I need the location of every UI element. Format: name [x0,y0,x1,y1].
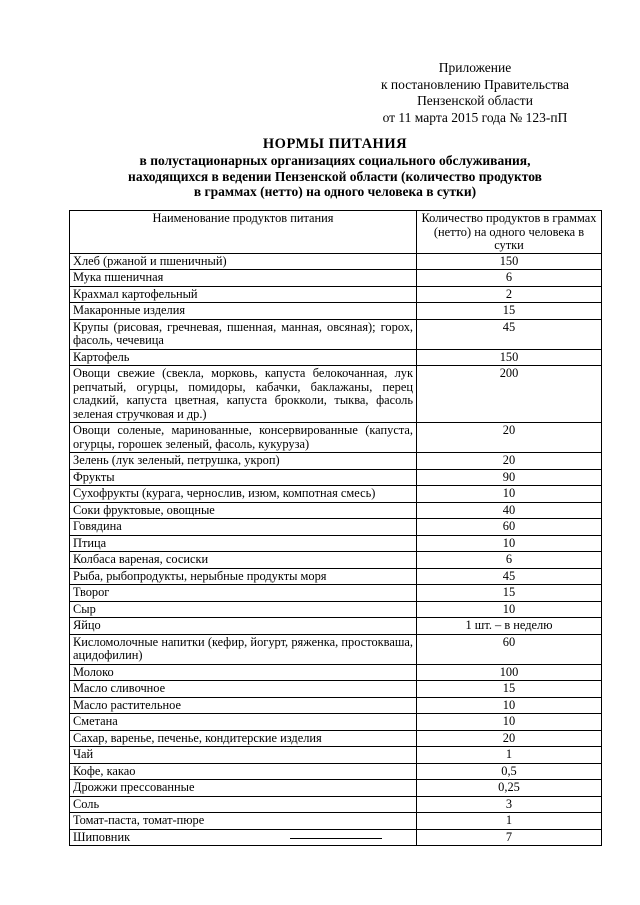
quantity-cell: 1 [417,747,602,764]
quantity-cell: 90 [417,469,602,486]
product-name-cell: Колбаса вареная, сосиски [70,552,417,569]
title-line-1: в полустационарных организациях социального обслуживания, [139,153,531,168]
product-name-cell: Сметана [70,714,417,731]
product-name-cell: Птица [70,535,417,552]
quantity-cell: 150 [417,349,602,366]
table-row [70,535,602,552]
quantity-cell: 40 [417,502,602,519]
header-quantity: Количество продуктов в граммах (нетто) на одного человека в сутки [417,211,602,254]
table-header-row [70,211,602,254]
quantity-cell: 3 [417,796,602,813]
title-line-3: в граммах (нетто) на одного человека в сутки) [193,184,477,199]
quantity-cell: 100 [417,664,602,681]
end-divider [290,838,382,839]
table-row [70,253,602,270]
quantity-cell: 10 [417,535,602,552]
product-name-cell: Соки фруктовые, овощные [70,502,417,519]
quantity-cell: 15 [417,303,602,320]
product-name-cell: Зелень (лук зеленый, петрушка, укроп) [70,453,417,470]
quantity-cell: 45 [417,568,602,585]
table-row [70,634,602,664]
nutrition-norms-table [69,210,602,846]
product-name-cell: Масло растительное [70,697,417,714]
appendix-date: от 11 марта 2015 года № 123-пП [382,109,568,125]
table-row [70,681,602,698]
quantity-cell: 10 [417,714,602,731]
quantity-cell: 150 [417,253,602,270]
appendix-block [350,60,600,126]
quantity-cell: 10 [417,697,602,714]
quantity-cell: 10 [417,601,602,618]
appendix-decree: к постановлению Правительства [380,76,570,92]
table-row [70,519,602,536]
product-name-cell: Макаронные изделия [70,303,417,320]
product-name-cell: Молоко [70,664,417,681]
table-row [70,349,602,366]
product-name-cell: Картофель [70,349,417,366]
product-name-cell: Чай [70,747,417,764]
quantity-cell: 20 [417,423,602,453]
table-row [70,502,602,519]
table-row [70,763,602,780]
table-body [70,253,602,846]
quantity-cell: 7 [417,829,602,846]
product-name-cell: Рыба, рыбопродукты, нерыбные продукты моря [70,568,417,585]
appendix-label: Приложение [438,60,512,75]
quantity-cell: 15 [417,681,602,698]
quantity-cell: 2 [417,286,602,303]
table-row [70,813,602,830]
table-row [70,366,602,423]
title-line-2: находящихся в ведении Пензенской области (количество продуктов [128,168,542,184]
product-name-cell: Дрожжи прессованные [70,780,417,797]
product-name-cell: Крахмал картофельный [70,286,417,303]
product-name-cell: Масло сливочное [70,681,417,698]
product-name-cell: Сахар, варенье, печенье, кондитерские изделия [70,730,417,747]
quantity-cell: 0,5 [417,763,602,780]
table-row [70,270,602,287]
table-row [70,796,602,813]
table-row [70,664,602,681]
product-name-cell: Кофе, какао [70,763,417,780]
quantity-cell: 20 [417,730,602,747]
quantity-cell: 45 [417,319,602,349]
table-row [70,453,602,470]
quantity-cell: 1 [417,813,602,830]
table-row [70,486,602,503]
table-row [70,730,602,747]
table-row [70,552,602,569]
quantity-cell: 10 [417,486,602,503]
table-row [70,469,602,486]
table-row [70,780,602,797]
document-title [70,136,600,200]
product-name-cell: Кисломолочные напитки (кефир, йогурт, ряженка, простокваша, ацидофилин) [70,634,417,664]
product-name-cell: Сухофрукты (курага, чернослив, изюм, компотная смесь) [70,486,417,503]
table-row [70,286,602,303]
table-row [70,714,602,731]
quantity-cell: 0,25 [417,780,602,797]
quantity-cell: 6 [417,552,602,569]
table-row [70,697,602,714]
table-row [70,319,602,349]
product-name-cell: Хлеб (ржаной и пшеничный) [70,253,417,270]
product-name-cell: Сыр [70,601,417,618]
table-row [70,568,602,585]
product-name-cell: Шиповник [70,829,417,846]
table-row [70,585,602,602]
product-name-cell: Говядина [70,519,417,536]
quantity-cell: 6 [417,270,602,287]
quantity-cell: 60 [417,634,602,664]
table-row [70,423,602,453]
product-name-cell: Мука пшеничная [70,270,417,287]
quantity-cell: 200 [417,366,602,423]
product-name-cell: Соль [70,796,417,813]
table-row [70,747,602,764]
quantity-cell: 1 шт. – в неделю [417,618,602,635]
title-main: НОРМЫ ПИТАНИЯ [262,136,408,152]
table-row [70,601,602,618]
product-name-cell: Овощи соленые, маринованные, консервированные (капуста, огурцы, горошек зеленый, фасоль, кукуруза) [70,423,417,453]
quantity-cell: 15 [417,585,602,602]
appendix-region: Пензенской области [417,93,533,108]
product-name-cell: Яйцо [70,618,417,635]
product-name-cell: Фрукты [70,469,417,486]
header-product-name: Наименование продуктов питания [70,211,417,254]
quantity-cell: 20 [417,453,602,470]
table-row [70,303,602,320]
product-name-cell: Овощи свежие (свекла, морковь, капуста белокочанная, лук репчатый, огурцы, помидоры, кабачки, баклажаны, перец сладкий, капуста цветная, капуста брокколи, тыква, фасоль зеленая стручковая и др.) [70,366,417,423]
product-name-cell: Творог [70,585,417,602]
table-row [70,618,602,635]
quantity-cell: 60 [417,519,602,536]
product-name-cell: Томат-паста, томат-пюре [70,813,417,830]
product-name-cell: Крупы (рисовая, гречневая, пшенная, манная, овсяная); горох, фасоль, чечевица [70,319,417,349]
